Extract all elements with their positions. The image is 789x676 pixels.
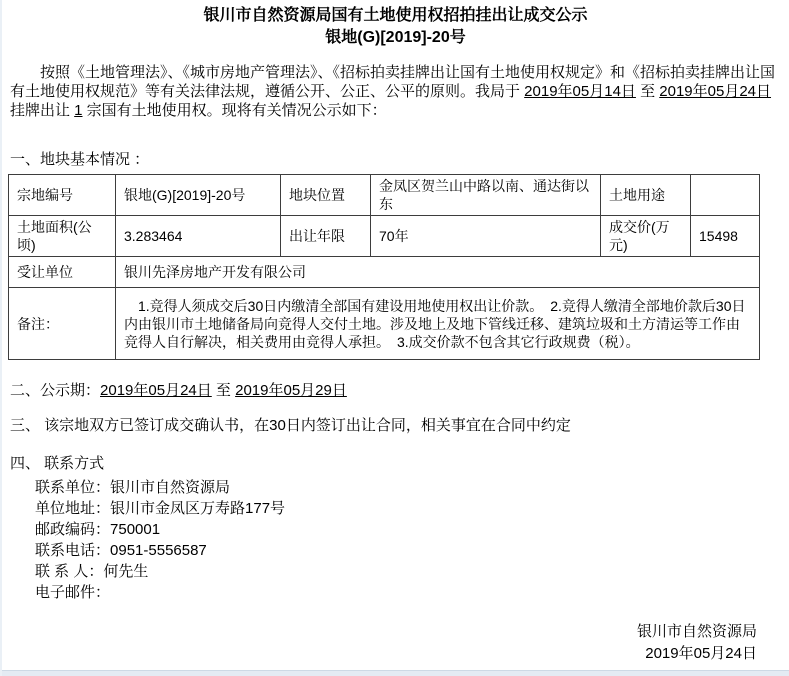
intro-text-3: 宗国有土地使用权。现将有关情况公示如下： [82, 102, 387, 119]
transferee-value: 银川先泽房地产开发有限公司 [116, 257, 760, 288]
email-line [35, 582, 789, 603]
postal-code-value: 750001 [110, 521, 161, 538]
contact-person-line [35, 561, 789, 582]
contact-address-label: 单位地址： [35, 500, 111, 517]
listing-start-date: 2019年05月14日 [524, 83, 636, 100]
contact-unit-label: 联系单位： [35, 479, 111, 496]
publicity-end-date: 2019年05月29日 [235, 382, 347, 399]
phone-label: 联系电话： [35, 542, 111, 559]
table-row [9, 288, 760, 360]
table-row [9, 216, 760, 257]
land-use-label: 土地用途 [601, 175, 691, 216]
phone-value: 0951-5556587 [110, 542, 207, 559]
table-row [9, 257, 760, 288]
deal-price-value: 15498 [691, 216, 760, 257]
contact-person-label: 联 系 人： [35, 563, 104, 580]
land-area-value: 3.283464 [116, 216, 281, 257]
location-value: 金凤区贺兰山中路以南、通达街以东 [371, 175, 601, 216]
intro-text-1: 按照《土地管理法》、《城市房地产管理法》、《招标拍卖挂牌出让国有土地使用权规定》和《招标拍卖挂牌出让国有土地使用权规范》等有关法律法规，遵循公开、公正、公平的原则。我局于 [10, 64, 776, 100]
contact-list [35, 477, 789, 603]
section1-heading: 一、地块基本情况 ： [10, 151, 150, 168]
parcel-count: 1 [74, 102, 83, 119]
phone-line [35, 540, 789, 561]
tenure-value: 70年 [371, 216, 601, 257]
postal-code-line [35, 519, 789, 540]
parcel-number-value: 银地(G)[2019]-20号 [116, 175, 281, 216]
location-label: 地块位置 [281, 175, 371, 216]
signature-block [2, 621, 757, 665]
parcel-number-label: 宗地编号 [9, 175, 116, 216]
contact-unit-value: 银川市自然资源局 [110, 479, 231, 496]
remark-label: 备注： [9, 288, 116, 360]
intro-text-2: 挂牌出让 [10, 102, 75, 119]
land-info-table [8, 174, 760, 360]
publicity-period-label: 二、公示期： [10, 382, 101, 399]
publicity-period [10, 381, 789, 400]
remark-value: 1.竞得人须成交后30日内缴清全部国有建设用地使用权出让价款。 2.竞得人缴清全部地价款后30日内由银川市土地储备局向竞得人交付土地。涉及地上及地下管线迁移、建筑垃圾和土方清运等工作由竞得人自行解决，相关费用由竞得人承担。 3.成交价款不包含其它行政规费（税）。 [116, 288, 760, 360]
intro-text-mid: 至 [635, 83, 660, 100]
land-area-label: 土地面积(公顷) [9, 216, 116, 257]
contact-unit-line [35, 477, 789, 498]
contact-address-value: 银川市金凤区万寿路177号 [110, 500, 286, 517]
contact-person-value: 何先生 [103, 563, 149, 580]
tenure-label: 出让年限 [281, 216, 371, 257]
contact-address-line [35, 498, 789, 519]
publicity-start-date: 2019年05月24日 [100, 382, 212, 399]
contact-heading: 四、 联系方式 [10, 455, 105, 472]
email-label: 电子邮件： [35, 584, 111, 601]
signature-date: 2019年05月24日 [645, 645, 757, 662]
page-bottom-bar [2, 670, 789, 676]
postal-code-label: 邮政编码： [35, 521, 111, 538]
table-row [9, 175, 760, 216]
land-use-value [691, 175, 760, 216]
page-title: 银川市自然资源局国有土地使用权招拍挂出让成交公示 [203, 7, 588, 24]
intro-paragraph [10, 63, 781, 120]
listing-end-date: 2019年05月24日 [659, 83, 772, 100]
publicity-period-mid: 至 [211, 382, 236, 399]
transferee-label: 受让单位 [9, 257, 116, 288]
deal-price-label: 成交价(万元) [601, 216, 691, 257]
contract-note: 三、 该宗地双方已签订成交确认书，在30日内签订出让合同，相关事宜在合同中约定 [10, 417, 571, 434]
signature-org: 银川市自然资源局 [636, 623, 757, 640]
document-number: 银地(G)[2019]-20号 [325, 29, 466, 46]
